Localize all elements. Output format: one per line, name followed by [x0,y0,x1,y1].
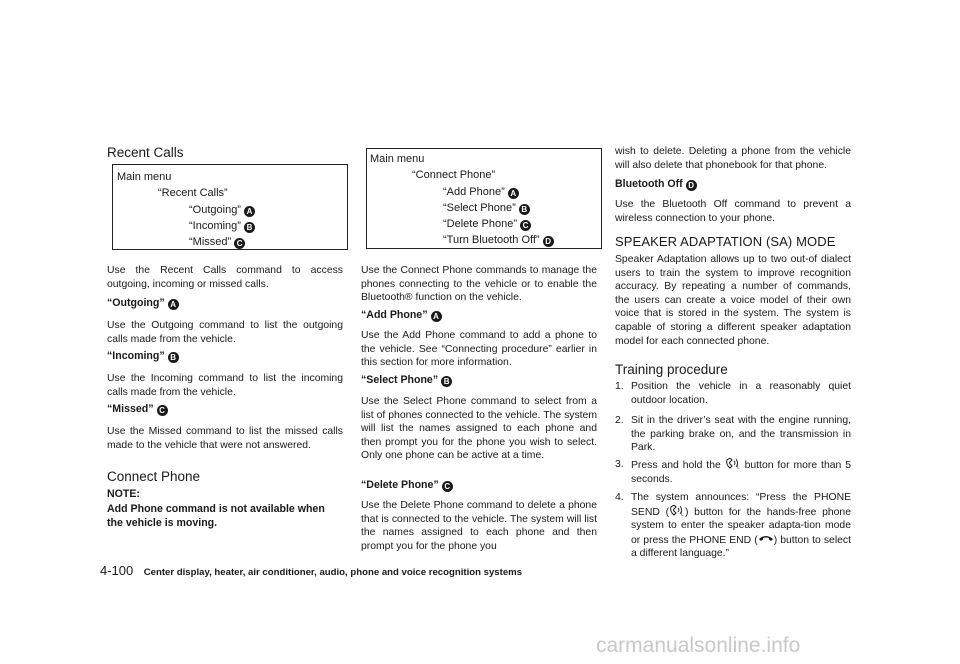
speaker-adaptation-text: Speaker Adaptation allows up to two out-of dialect users to train the system to improve recognition accuracy. By repeating a number of commands, the users can create a voice model of their own voice that is stored in the system. The system is capable of storing a different speaker adaptation model for each connected phone. [615,254,851,347]
menu-line: “Missed” C [189,234,245,251]
select-phone-text: Use the Select Phone command to select from a list of phones connected to the vehicle. The system will list the names assigned to each phone and then prompt you for the phone you wish to select. Only one phone can be active at a time. [361,396,597,462]
add-phone-text: Use the Add Phone command to add a phone to the vehicle. See “Connecting procedure” earlier in this section for more information. [361,330,597,369]
menu-line: “Add Phone” A [443,184,519,201]
note-label: NOTE: [107,488,140,500]
step-1: 1. Position the vehicle in a reasonably quiet outdoor location. [615,381,851,406]
badge-c-icon: C [442,481,453,492]
phone-end-icon [758,533,774,544]
badge-b-icon: B [519,204,530,215]
menu-line: Main menu [370,153,425,165]
cmd-delete-phone: “Delete Phone” C [361,479,453,492]
note-text: Add Phone command is not available when the vehicle is moving. [107,503,325,529]
cmd-incoming: “Incoming” B [107,350,179,363]
menu-line: “Recent Calls” [158,187,228,199]
cmd-outgoing: “Outgoing” A [107,297,179,310]
phone-send-icon [669,505,685,516]
svg-text:L: L [681,511,684,516]
menu-line: “Incoming” B [189,218,255,235]
badge-a-icon: A [508,188,519,199]
menu-line: “Connect Phone” [412,169,496,181]
menu-box-connect-phone [366,148,602,249]
menu-line: “Turn Bluetooth Off” D [443,232,554,249]
menu-box-recent-calls [112,164,348,250]
incoming-text: Use the Incoming command to list the incoming calls made from the vehicle. [107,373,343,398]
heading-connect-phone: Connect Phone [107,469,201,484]
heading-training-procedure: Training procedure [615,362,728,377]
badge-c-icon: C [234,238,245,249]
page-number: 4-100 [100,563,134,578]
delete-phone-text-cont: wish to delete. Deleting a phone from the vehicle will also delete that phonebook for that phone. [615,146,851,171]
step-2: 2. Sit in the driver’s seat with the engine running, the parking brake on, and the transmission in Park. [615,415,851,454]
step-3: 3. Press and hold the L button for more than 5 seconds. [615,459,851,485]
section-title: Center display, heater, air conditioner, audio, phone and voice recognition systems [143,567,523,578]
badge-b-icon: B [441,376,452,387]
step-4: 4. The system announces: “Press the PHONE SEND ( L ) button for the hands-free phone system to enter the speaker adapta-tion mode or press the PHONE END ( ) button to select a different language.” [615,492,851,560]
badge-c-icon: C [520,220,531,231]
cmd-add-phone: “Add Phone” A [361,309,442,322]
menu-line: “Delete Phone” C [443,216,531,233]
badge-b-icon: B [168,352,179,363]
phone-send-icon [725,458,741,469]
watermark: carmanualsonline.info [596,634,801,657]
menu-line: “Outgoing” A [189,202,255,219]
badge-b-icon: B [244,222,255,233]
cmd-missed: “Missed” C [107,403,168,416]
badge-c-icon: C [157,405,168,416]
page-footer [100,562,522,580]
svg-text:L: L [736,464,740,469]
heading-recent-calls: Recent Calls [107,145,184,160]
delete-phone-text: Use the Delete Phone command to delete a phone that is connected to the vehicle. The system will list the names assigned to each phone and then prompt you for the phone you [361,500,597,552]
badge-d-icon: D [686,180,697,191]
cmd-bluetooth-off: Bluetooth Off D [615,178,697,191]
menu-line: “Select Phone” B [443,200,530,217]
badge-a-icon: A [431,311,442,322]
badge-a-icon: A [244,206,255,217]
badge-d-icon: D [543,236,554,247]
outgoing-text: Use the Outgoing command to list the outgoing calls made from the vehicle. [107,320,343,345]
cmd-select-phone: “Select Phone” B [361,374,452,387]
menu-line: Main menu [117,171,172,183]
missed-text: Use the Missed command to list the missed calls made to the vehicle that were not answered. [107,426,343,451]
badge-a-icon: A [168,299,179,310]
heading-speaker-adaptation: SPEAKER ADAPTATION (SA) MODE [615,234,836,249]
connect-phone-intro: Use the Connect Phone commands to manage the phones connecting to the vehicle or to enable the Bluetooth® function on the vehicle. [361,265,597,304]
bluetooth-off-text: Use the Bluetooth Off command to prevent a wireless connection to your phone. [615,199,851,224]
recent-calls-intro: Use the Recent Calls command to access outgoing, incoming or missed calls. [107,265,343,290]
